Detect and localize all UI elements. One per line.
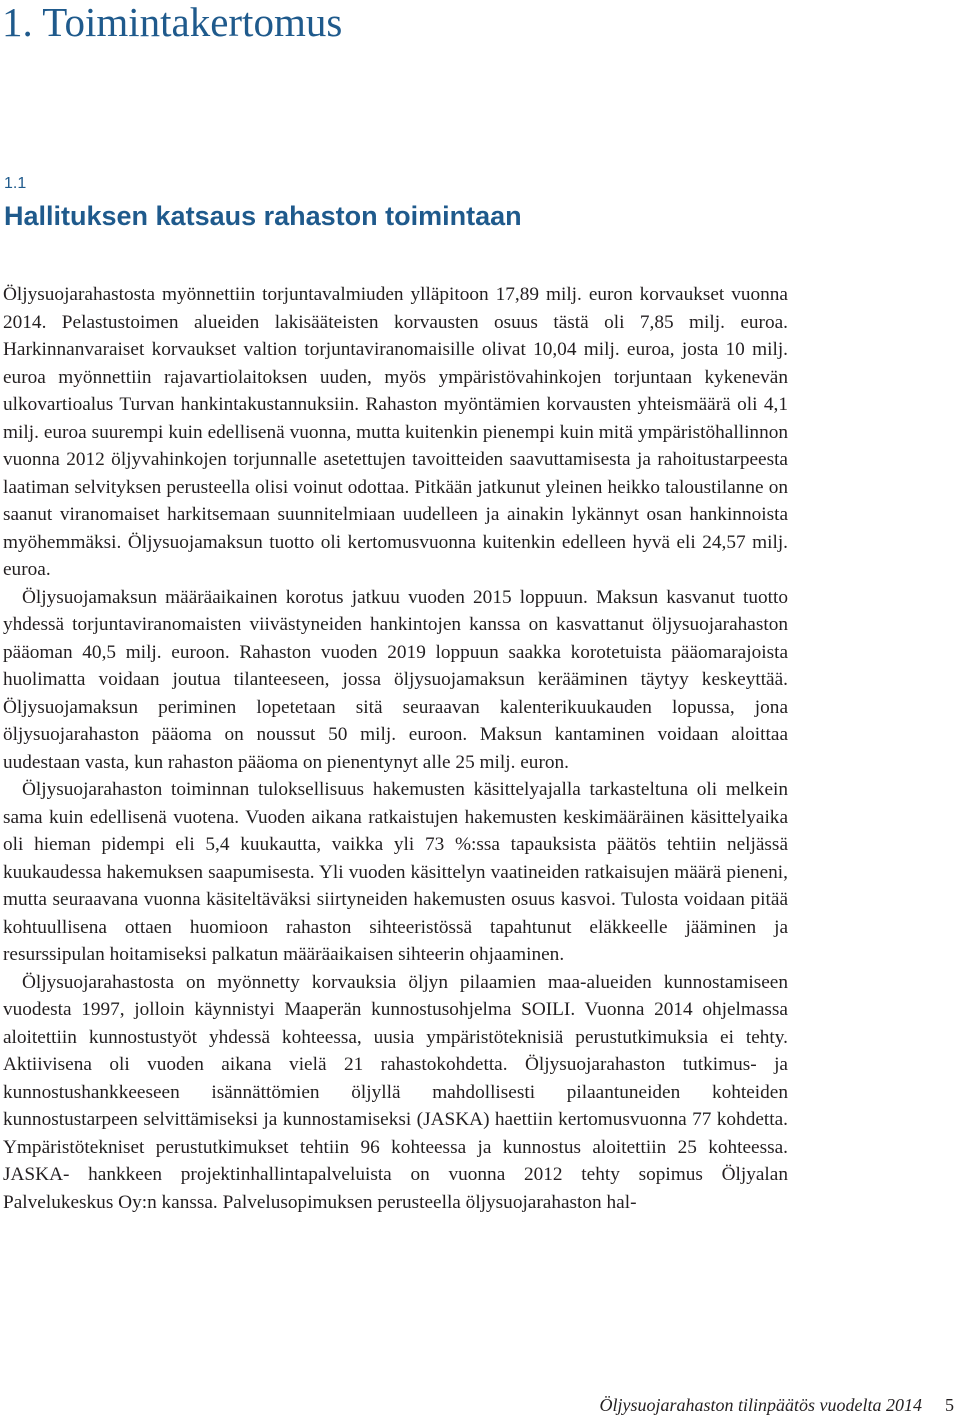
body-text: [3, 281, 788, 1216]
section-number: 1.1: [4, 175, 27, 192]
page-number: 5: [945, 1395, 954, 1415]
paragraph: Öljysuojarahastosta myönnettiin torjuntavalmiuden ylläpitoon 17,89 milj. euron korvaukset vuonna 2014. Pelastustoimen alueiden lakisääteisten korvausten osuus tästä oli 7,85 milj. euroa. Harkinnanvaraiset korvaukset valtion torjuntaviranomaisille olivat 10,04 milj. euroa, josta 10 milj. euroa myönnettiin rajavartiolaitoksen uuden, myös ympäristövahinkojen torjuntaan kykenevän ulkovartioalus Turvan hankintakustannuksiin. Rahaston myöntämien korvausten yhteismäärä oli 4,1 milj. euroa suurempi kuin edellisenä vuonna, mutta kuitenkin pienempi kuin mitä ympäristöhallinnon vuonna 2012 öljyvahinkojen torjunnalle asetettujen tavoitteiden saavuttamisesta ja rahoitustarpeesta laatiman selvityksen perusteella olisi voinut odottaa. Pitkään jatkunut yleinen heikko taloustilanne on saanut viranomaiset harkitsemaan suunnitelmiaan uudelleen ja ainakin lykännyt osan hankinnoista myöhemmäksi. Öljysuojamaksun tuotto oli kertomusvuonna kuitenkin edelleen hyvä eli 24,57 milj. euroa.: [3, 284, 788, 580]
footer-publication-title: Öljysuojarahaston tilinpäätös vuodelta 2014: [599, 1395, 922, 1415]
paragraph: Öljysuojarahaston toiminnan tuloksellisuus hakemusten käsittelyajalla tarkasteltuna oli melkein sama kuin edellisenä vuotena. Vuoden aikana ratkaistujen hakemusten keskimääräinen käsittelyaika oli hieman pidempi eli 5,4 kuukautta, vaikka yli 73 %:ssa tapauksista päätös tehtiin neljässä kuukaudessa hakemuksen saapumisesta. Yli vuoden käsittelyn vaatineiden ratkaisujen määrä pieneni, mutta seuraavana vuonna käsiteltäväksi siirtyneiden hakemusten osuus kasvoi. Tulosta voidaan pitää kohtuullisena ottaen huomioon rahaston sihteeristössä tapahtunut eläkkeelle jääminen ja resurssipulan hoitamiseksi palkatun määräaikaisen sihteerin ohjaaminen.: [3, 779, 788, 965]
paragraph: Öljysuojamaksun määräaikainen korotus jatkuu vuoden 2015 loppuun. Maksun kasvanut tuotto yhdessä torjuntaviranomaisten viivästyneiden hankintojen kanssa on kasvattanut öljysuojarahaston pääoman 40,5 milj. euroon. Rahaston vuoden 2019 loppuun saakka korotetuista pääomarajoista huolimatta voidaan joutua tilanteeseen, jossa öljysuojamaksun kerääminen täytyy keskeyttää. Öljysuojamaksun periminen lopetetaan sitä seuraavan kalenterikuukauden lopussa, jona öljysuojarahaston pääoma on noussut 50 milj. euroon. Maksun kantaminen voidaan aloittaa uudestaan vasta, kun rahaston pääoma on pienentynyt alle 25 milj. euron.: [3, 586, 788, 773]
paragraph: Öljysuojarahastosta on myönnetty korvauksia öljyn pilaamien maa-alueiden kunnostamiseen vuodesta 1997, jolloin käynnistyi Maaperän kunnostusohjelma SOILI. Vuonna 2014 ohjelmassa aloitettiin kunnostustyöt yhdessä kohteessa, uusia ympäristöteknisiä perustutkimuksia ei tehty. Aktiivisena oli vuoden aikana vielä 21 rahastokohdetta. Öljysuojarahaston tutkimus- ja kunnostushankkeeseen isännättömien öljyllä mahdollisesti pilaantuneiden kohteiden kunnostustarpeen selvittämiseksi ja kunnostamiseksi (JASKA) haettiin kertomusvuonna 77 kohdetta. Ympäristötekniset perustutkimukset tehtiin 96 kohteessa ja kunnostus aloitettiin 25 kohteessa. JASKA- hankkeen projektinhallintapalveluista on vuonna 2012 tehty sopimus Öljyalan Palvelukeskus Oy:n kanssa. Palvelusopimuksen perusteella öljysuojarahaston hal-: [3, 971, 788, 1213]
chapter-title: 1. Toimintakertomus: [2, 0, 343, 45]
page-footer: [560, 1394, 954, 1416]
section-title: Hallituksen katsaus rahaston toimintaan: [4, 201, 522, 231]
